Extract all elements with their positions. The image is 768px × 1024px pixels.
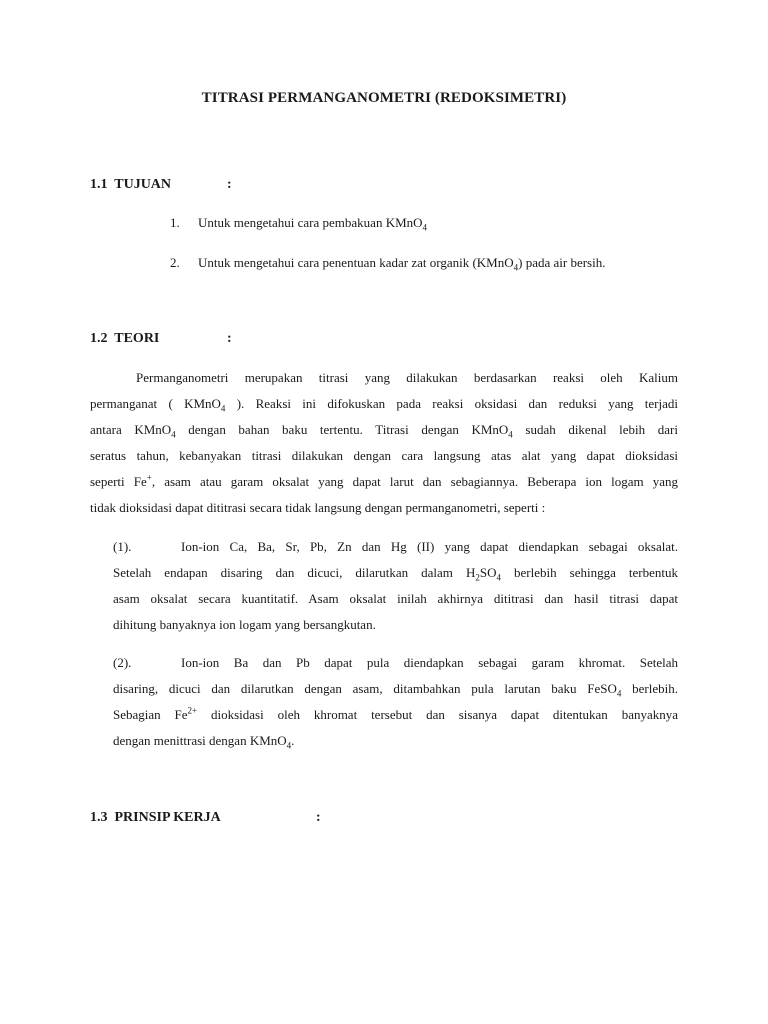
- paragraph-line: antara KMnO$_4$ dengan bahan baku tertentu. Titrasi dengan KMnO$_4$ sudah dikenal lebih dari: [90, 422, 678, 440]
- section-heading-prinsip-kerja: [90, 810, 321, 826]
- list-marker: (2).: [113, 655, 132, 670]
- paragraph-line: asam oksalat secara kuantitatif. Asam oksalat inilah akhirnya dititrasi dan hasil titrasi dapat: [113, 591, 678, 606]
- section-colon: :: [316, 810, 321, 825]
- subscript: 4: [513, 262, 519, 273]
- theory-paragraph: [90, 365, 678, 521]
- theory-item-1: [113, 534, 678, 638]
- paragraph-line: (1). Ion-ion Ca, Ba, Sr, Pb, Zn dan Hg (II) yang dapat diendapkan sebagai oksalat.: [113, 534, 678, 560]
- section-number: 1.3: [90, 810, 108, 825]
- paragraph-line: seperti Fe+, asam atau garam oksalat yang dapat larut dan sebagiannya. Beberapa ion logam yang: [90, 472, 679, 489]
- paragraph-line: Sebagian $Fe^{2+}$ dioksidasi oleh khromat tersebut dan sisanya dapat ditentukan banyaknya: [113, 705, 678, 722]
- paragraph-line: permanganat ( KMnO$_4$ ). Reaksi ini difokuskan pada reaksi oksidasi dan reduksi yang terjadi: [90, 396, 678, 414]
- section-number: 1.2: [90, 331, 108, 346]
- list-text: ) pada air bersih.: [518, 255, 606, 270]
- list-item: [170, 215, 427, 231]
- list-text: Untuk mengetahui cara pembakuan KMnO: [198, 215, 423, 230]
- section-title: TEORI: [114, 331, 160, 346]
- paragraph-line: dihitung banyaknya ion logam yang bersangkutan.: [113, 617, 376, 632]
- section-heading-teori: [90, 331, 232, 347]
- paragraph-line: seratus tahun, kebanyakan titrasi dilakukan dengan cara langsung atas alat yang dapat dioksidasi: [90, 448, 678, 463]
- section-title: TUJUAN: [114, 177, 172, 192]
- section-colon: :: [227, 331, 232, 346]
- section-title: PRINSIP KERJA: [114, 810, 221, 825]
- section-colon: :: [227, 177, 232, 192]
- paragraph-line: Permanganometri merupakan titrasi yang dilakukan berdasarkan reaksi oleh Kalium: [136, 370, 678, 385]
- paragraph-line: (2). Ion-ion Ba dan Pb dapat pula diendapkan sebagai garam khromat. Setelah: [113, 650, 678, 676]
- list-text: Untuk mengetahui cara penentuan kadar zat organik (KMnO: [198, 255, 514, 270]
- list-marker: 2.: [170, 255, 180, 270]
- section-heading-tujuan: [90, 177, 232, 193]
- paragraph-line: dengan menittrasi dengan KMnO$_4$.: [113, 733, 295, 751]
- paragraph-line: Setelah endapan disaring dan dicuci, dilarutkan dalam $H_2SO_4$ berlebih sehingga terbentuk: [113, 565, 678, 583]
- section-number: 1.1: [90, 177, 108, 192]
- list-item: [170, 255, 605, 271]
- list-marker: (1).: [113, 539, 132, 554]
- theory-item-2: [113, 650, 678, 754]
- subscript: 4: [422, 222, 428, 233]
- paragraph-line: disaring, dicuci dan dilarutkan dengan asam, ditambahkan pula larutan baku FeSO$_4$ berlebih.: [113, 681, 679, 699]
- document-title: TITRASI PERMANGANOMETRI (REDOKSIMETRI): [201, 90, 567, 106]
- list-marker: 1.: [170, 215, 180, 230]
- paragraph-line: tidak dioksidasi dapat dititrasi secara tidak langsung dengan permanganometri, seperti :: [90, 500, 546, 515]
